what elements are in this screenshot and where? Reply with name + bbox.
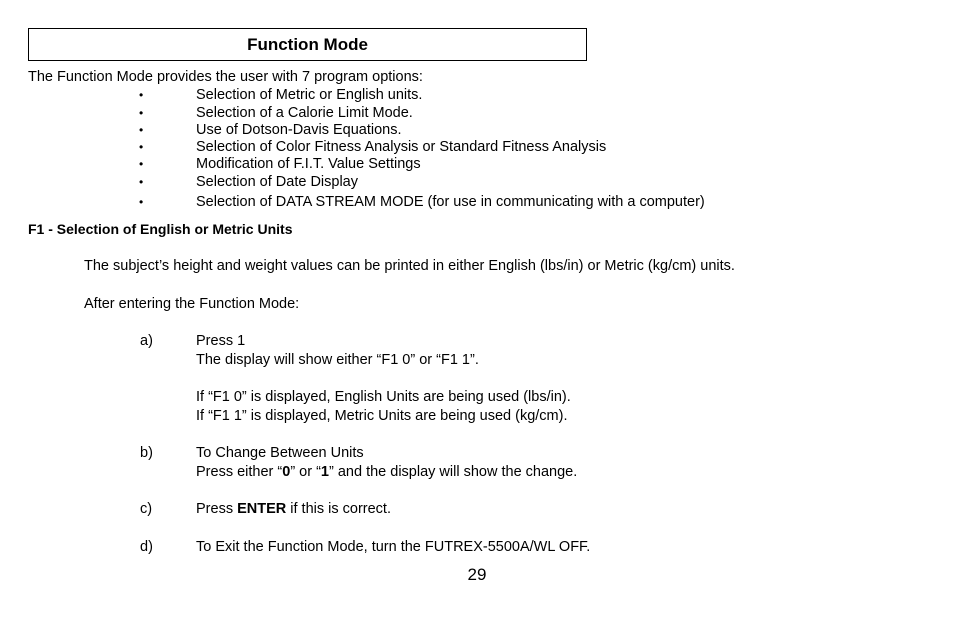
step-c-text (196, 501, 391, 518)
option-item: Modification of F.I.T. Value Settings (196, 156, 421, 172)
step-b-line2 (196, 464, 577, 481)
step-c-pre: Press (196, 501, 238, 517)
intro-text: The Function Mode provides the user with 7 program options: (28, 69, 423, 85)
step-c-post: if this is correct. (286, 501, 391, 517)
key-1: 1 (320, 464, 329, 480)
option-item: Use of Dotson-Davis Equations. (196, 122, 402, 138)
step-b-line2-pre: Press either “ (196, 464, 283, 480)
step-d-letter: d) (140, 539, 153, 555)
option-item: Selection of a Calorie Limit Mode. (196, 105, 413, 121)
bullet-icon: • (139, 106, 144, 120)
step-c-letter: c) (140, 501, 153, 517)
bullet-icon: • (139, 175, 144, 189)
step-b-line2-mid: ” or “ (290, 464, 321, 480)
section-description: The subject’s height and weight values can be printed in either English (lbs/in) or Metric (kg/cm) units. (84, 258, 735, 274)
step-b-letter: b) (140, 445, 153, 461)
step-b-line1: To Change Between Units (196, 445, 364, 461)
bullet-icon: • (139, 140, 144, 154)
bullet-icon: • (139, 157, 144, 171)
option-item: Selection of DATA STREAM MODE (for use in communicating with a computer) (196, 194, 705, 210)
option-item: Selection of Date Display (196, 174, 358, 190)
option-item: Selection of Color Fitness Analysis or Standard Fitness Analysis (196, 139, 607, 155)
title-box (28, 28, 587, 61)
option-item: Selection of Metric or English units. (196, 87, 423, 103)
section-heading: F1 - Selection of English or Metric Units (28, 221, 293, 237)
step-a-line3: If “F1 0” is displayed, English Units are being used (lbs/in). (196, 389, 571, 405)
step-a-letter: a) (140, 333, 153, 349)
step-a-line1: Press 1 (196, 333, 246, 349)
page-title: Function Mode (247, 35, 368, 54)
bullet-icon: • (139, 195, 144, 209)
enter-key: ENTER (237, 501, 287, 517)
bullet-icon: • (139, 88, 144, 102)
after-entering-text: After entering the Function Mode: (84, 296, 300, 312)
step-a-line2: The display will show either “F1 0” or “F1 1”. (196, 352, 479, 368)
step-d-text: To Exit the Function Mode, turn the FUTREX-5500A/WL OFF. (196, 539, 591, 555)
step-a-line4: If “F1 1” is displayed, Metric Units are being used (kg/cm). (196, 408, 568, 424)
key-0: 0 (282, 464, 291, 480)
step-b-line2-post: ” and the display will show the change. (329, 464, 578, 480)
page-number: 29 (467, 565, 487, 584)
bullet-icon: • (139, 123, 144, 137)
